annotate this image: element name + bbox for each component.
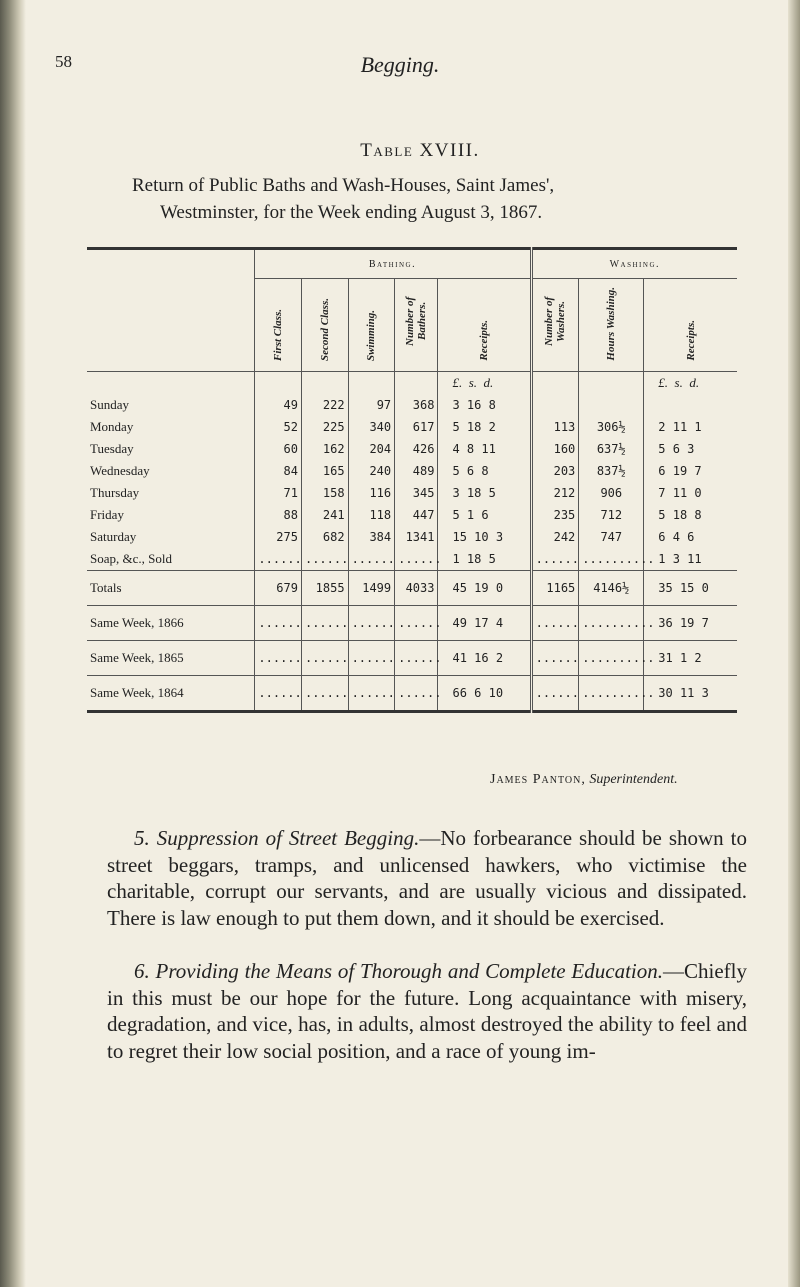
cell-first-class: ...... (255, 641, 302, 676)
washing-units: £. s. d. (644, 372, 737, 395)
cell-washing-receipts: 5 6 3 (644, 438, 737, 460)
cell-swimming: 340 (348, 416, 395, 438)
table-row (87, 460, 737, 482)
cell-first-class: ...... (255, 606, 302, 641)
cell-hours-washing: .......... (579, 676, 644, 712)
header-corner (87, 249, 255, 279)
paragraph-5-text: —No forbearance should be shown to street beggars, tramps, and unlicensed hawkers, who victimise the charitable, corrupt our servants, and are usually vicious and dissipated. There is law enough to put them down, and it should be exercised. (107, 826, 747, 930)
cell-first-class: ...... (255, 548, 302, 571)
cell-hours-washing: .......... (579, 606, 644, 641)
row-label: Tuesday (90, 441, 134, 456)
row-label: Monday (90, 419, 134, 434)
table-subtitle (132, 172, 752, 226)
col-number-of-washers: Number of Washers. (531, 279, 579, 372)
cell-hours-washing: 747 (579, 526, 644, 548)
cell-first-class: 60 (255, 438, 302, 460)
cell-bathing-receipts: 66 6 10 (438, 676, 531, 712)
cell-number-of-washers: ...... (531, 606, 579, 641)
summary-row (87, 606, 737, 641)
cell-hours-washing (579, 394, 644, 416)
cell-number-of-washers: 242 (531, 526, 579, 548)
page-edge-shadow (788, 0, 800, 1287)
cell-bathing-receipts: 5 6 8 (438, 460, 531, 482)
cell-washing-receipts: 35 15 0 (644, 571, 737, 606)
cell-first-class: 49 (255, 394, 302, 416)
cell-second-class: 222 (301, 394, 348, 416)
cell-number-of-washers: ...... (531, 676, 579, 712)
header-corner-lower (87, 279, 255, 372)
table-row (87, 504, 737, 526)
cell-swimming: ...... (348, 641, 395, 676)
cell-hours-washing: 837½ (579, 460, 644, 482)
row-label: Totals (87, 571, 255, 606)
summary-row (87, 641, 737, 676)
cell-swimming: 240 (348, 460, 395, 482)
table-row (87, 548, 737, 571)
cell-bathing-receipts: 41 16 2 (438, 641, 531, 676)
subtitle-line-1: Return of Public Baths and Wash-Houses, Saint James', (132, 175, 555, 196)
row-label: Sunday (90, 397, 129, 412)
cell-swimming: 384 (348, 526, 395, 548)
cell-swimming: 118 (348, 504, 395, 526)
cell-second-class: 162 (301, 438, 348, 460)
cell-number-of-bathers: ...... (395, 676, 438, 712)
cell-hours-washing: 712 (579, 504, 644, 526)
cell-bathing-receipts: 5 1 6 (438, 504, 531, 526)
cell-second-class: 241 (301, 504, 348, 526)
cell-number-of-bathers: ...... (395, 606, 438, 641)
row-label: Same Week, 1865 (87, 641, 255, 676)
col-hours-washing: Hours Washing. (579, 279, 644, 372)
cell-second-class: 158 (301, 482, 348, 504)
cell-washing-receipts: 1 3 11 (644, 548, 737, 571)
cell-number-of-bathers: 447 (395, 504, 438, 526)
signature (490, 772, 678, 788)
cell-hours-washing: 906 (579, 482, 644, 504)
cell-swimming: 204 (348, 438, 395, 460)
cell-first-class: ...... (255, 676, 302, 712)
cell-first-class: 52 (255, 416, 302, 438)
paragraph-5-heading: 5. Suppression of Street Begging. (134, 826, 420, 850)
cell-hours-washing: .......... (579, 548, 644, 571)
row-label: Soap, &c., Sold (90, 551, 172, 566)
page-gutter-shadow (0, 0, 26, 1287)
cell-number-of-washers: 235 (531, 504, 579, 526)
cell-washing-receipts: 31 1 2 (644, 641, 737, 676)
cell-number-of-bathers: 4033 (395, 571, 438, 606)
row-label: Same Week, 1864 (87, 676, 255, 712)
row-label: Friday (90, 507, 124, 522)
cell-hours-washing: 306½ (579, 416, 644, 438)
col-washing-receipts: Receipts. (644, 279, 737, 372)
col-swimming: Swimming. (348, 279, 395, 372)
cell-second-class: ...... (301, 606, 348, 641)
cell-first-class: 71 (255, 482, 302, 504)
cell-washing-receipts: 36 19 7 (644, 606, 737, 641)
row-label: Saturday (90, 529, 137, 544)
page-number: 58 (55, 52, 72, 71)
cell-number-of-washers: 212 (531, 482, 579, 504)
paragraph-6-heading: 6. Providing the Means of Thorough and Complete Education. (134, 959, 663, 983)
cell-bathing-receipts: 4 8 11 (438, 438, 531, 460)
paragraph-6 (107, 958, 747, 1064)
cell-number-of-bathers: 617 (395, 416, 438, 438)
col-second-class: Second Class. (301, 279, 348, 372)
cell-second-class: ...... (301, 548, 348, 571)
cell-number-of-bathers: 426 (395, 438, 438, 460)
cell-bathing-receipts: 45 19 0 (438, 571, 531, 606)
cell-washing-receipts: 6 19 7 (644, 460, 737, 482)
table-title: Table XVIII. (360, 140, 480, 161)
cell-number-of-washers: 160 (531, 438, 579, 460)
cell-second-class: ...... (301, 676, 348, 712)
cell-washing-receipts: 30 11 3 (644, 676, 737, 712)
table-row (87, 416, 737, 438)
cell-number-of-bathers: ...... (395, 641, 438, 676)
row-label: Same Week, 1866 (87, 606, 255, 641)
cell-swimming: 97 (348, 394, 395, 416)
subtitle-line-2: Westminster, for the Week ending August 3, 1867. (160, 202, 543, 223)
cell-number-of-washers: ...... (531, 641, 579, 676)
cell-hours-washing: 637½ (579, 438, 644, 460)
cell-number-of-washers: 1165 (531, 571, 579, 606)
baths-return-table (87, 247, 737, 713)
row-label: Thursday (90, 485, 140, 500)
cell-bathing-receipts: 1 18 5 (438, 548, 531, 571)
cell-first-class: 88 (255, 504, 302, 526)
cell-hours-washing: 4146½ (579, 571, 644, 606)
col-number-of-bathers: Number of Bathers. (395, 279, 438, 372)
table-row (87, 394, 737, 416)
cell-number-of-bathers: 368 (395, 394, 438, 416)
cell-first-class: 679 (255, 571, 302, 606)
cell-number-of-washers (531, 394, 579, 416)
table-row (87, 438, 737, 460)
cell-washing-receipts: 2 11 1 (644, 416, 737, 438)
cell-washing-receipts: 5 18 8 (644, 504, 737, 526)
cell-number-of-bathers: 1341 (395, 526, 438, 548)
table-row (87, 526, 737, 548)
cell-number-of-washers: 203 (531, 460, 579, 482)
cell-first-class: 84 (255, 460, 302, 482)
cell-bathing-receipts: 15 10 3 (438, 526, 531, 548)
cell-swimming: ...... (348, 606, 395, 641)
signature-role: Superintendent. (589, 772, 678, 787)
cell-bathing-receipts: 3 18 5 (438, 482, 531, 504)
cell-second-class: ...... (301, 641, 348, 676)
cell-first-class: 275 (255, 526, 302, 548)
cell-bathing-receipts: 49 17 4 (438, 606, 531, 641)
summary-row (87, 571, 737, 606)
cell-number-of-bathers: ...... (395, 548, 438, 571)
table-row (87, 482, 737, 504)
cell-washing-receipts (644, 394, 737, 416)
group-washing: Washing. (531, 249, 737, 279)
cell-swimming: ...... (348, 676, 395, 712)
units-row (87, 372, 737, 395)
cell-hours-washing: .......... (579, 641, 644, 676)
col-first-class: First Class. (255, 279, 302, 372)
cell-swimming: ...... (348, 548, 395, 571)
cell-washing-receipts: 7 11 0 (644, 482, 737, 504)
cell-number-of-washers: ...... (531, 548, 579, 571)
row-label: Wednesday (90, 463, 150, 478)
col-bathing-receipts: Receipts. (438, 279, 531, 372)
cell-number-of-bathers: 489 (395, 460, 438, 482)
cell-second-class: 682 (301, 526, 348, 548)
summary-row (87, 676, 737, 712)
cell-second-class: 1855 (301, 571, 348, 606)
cell-bathing-receipts: 5 18 2 (438, 416, 531, 438)
signature-name: James Panton, (490, 772, 586, 787)
cell-swimming: 1499 (348, 571, 395, 606)
cell-swimming: 116 (348, 482, 395, 504)
cell-second-class: 165 (301, 460, 348, 482)
cell-number-of-washers: 113 (531, 416, 579, 438)
paragraph-6-text: —Chiefly in this must be our hope for the future. Long acquaintance with misery, degradation, and vice, has, in adults, almost destroyed the ability to feel and to regret their low social position, and a race of young im- (107, 959, 747, 1063)
group-bathing: Bathing. (255, 249, 531, 279)
running-head: Begging. (360, 52, 440, 77)
cell-washing-receipts: 6 4 6 (644, 526, 737, 548)
cell-bathing-receipts: 3 16 8 (438, 394, 531, 416)
paragraph-5 (107, 825, 747, 931)
bathing-units: £. s. d. (438, 372, 531, 395)
cell-second-class: 225 (301, 416, 348, 438)
cell-number-of-bathers: 345 (395, 482, 438, 504)
